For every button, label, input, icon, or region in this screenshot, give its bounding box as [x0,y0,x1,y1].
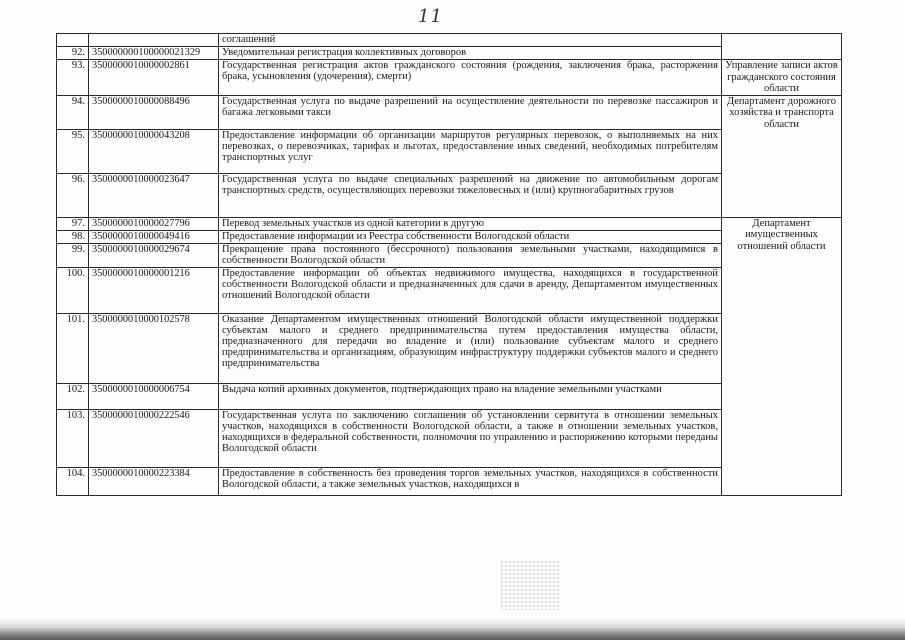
row-number: 104. [57,467,89,495]
service-code: 3500000010000049416 [89,230,219,243]
department-cell [722,60,842,96]
service-code: 3500000010000043208 [89,129,219,173]
service-name: Государственная услуга по выдаче разрешений на осуществление деятельности по перевозке пассажиров и багажа легковыми такси [219,95,722,129]
row-number: 103. [57,409,89,467]
service-name: Уведомительная регистрация коллективных договоров [219,47,722,60]
services-table [56,33,842,496]
row-number: 94. [57,95,89,129]
service-code: 3500000010000023647 [89,173,219,217]
row-number: 93. [57,60,89,96]
row-number [57,34,89,47]
service-code: 3500000010000223384 [89,467,219,495]
table-row [57,95,842,129]
service-name: Предоставление информации об объектах недвижимого имущества, находящихся в государственной собственности Вологодской области и предназначенных для сдачи в аренду, Департаментом имущественных отношений Вологодской области [219,267,722,313]
row-number: 98. [57,230,89,243]
service-code: 3500000010000088496 [89,95,219,129]
service-code: 3500000010000001216 [89,267,219,313]
service-name: Выдача копий архивных документов, подтверждающих право на владение земельными участками [219,383,722,409]
service-name: Предоставление информации из Реестра собственности Вологодской области [219,230,722,243]
service-name: Предоставление информации об организации маршрутов регулярных перевозок, о выполняемых на них перевозках, о перевозчиках, тарифах и льготах, предоставление иных сведений, необходимых потребителям транспортных услуг [219,129,722,173]
row-number: 96. [57,173,89,217]
row-number: 102. [57,383,89,409]
table-row [57,34,842,47]
department-cell [722,95,842,217]
department-road: Департамент дорожного хозяйства и транспорта области [726,95,837,130]
table-row [57,217,842,230]
service-name: Предоставление в собственность без проведения торгов земельных участков, находящихся в собственности Вологодской области, а также земельных участков, находящихся в [219,467,722,495]
row-number: 95. [57,129,89,173]
scan-edge-streak [0,618,905,640]
table-row [57,60,842,96]
service-code [89,34,219,47]
service-name: соглашений [219,34,722,47]
service-name: Государственная услуга по заключению соглашения об установлении сервитута в отношении земельных участков, находящихся в собственности Вологодской области, а также в отношении земельных участков, находящихся в федеральной собственности, полномочия по управлению и распоряжению которыми переданы Вологодской области [219,409,722,467]
department-cell [722,34,842,60]
scan-noise [500,560,560,610]
service-code: 3500000010000029674 [89,243,219,267]
service-code: 3500000010000222546 [89,409,219,467]
service-code: 3500000010000006754 [89,383,219,409]
department-cell [722,217,842,495]
row-number: 92. [57,47,89,60]
row-number: 101. [57,313,89,383]
page-number: 11 [418,6,443,27]
department-property: Департамент имущественных отношений области [737,217,826,252]
department-zags: Управление записи актов гражданского состояния области [725,60,838,94]
row-number: 97. [57,217,89,230]
service-code: 350000000100000021329 [89,47,219,60]
row-number: 99. [57,243,89,267]
service-code: 3500000010000002861 [89,60,219,96]
service-name: Оказание Департаментом имущественных отношений Вологодской области имущественной поддержки субъектам малого и среднего предпринимательства путем предоставления имущества области, предназначенного для передачи во владение и (или) пользование субъектам малого и среднего предпринимательства и организациям, образующим инфраструктуру поддержки субъектов малого и среднего предпринимательства [219,313,722,383]
service-code: 3500000010000102578 [89,313,219,383]
service-name: Прекращение права постоянного (бессрочного) пользования земельными участками, находящимися в собственности Вологодской области [219,243,722,267]
service-code: 3500000010000027796 [89,217,219,230]
service-name: Перевод земельных участков из одной категории в другую [219,217,722,230]
row-number: 100. [57,267,89,313]
service-name: Государственная регистрация актов гражданского состояния (рождения, заключения брака, расторжения брака, усыновления (удочерения), смерти) [219,60,722,96]
service-name: Государственная услуга по выдаче специальных разрешений на движение по автомобильным дорогам транспортных средств, осуществляющих перевозки тяжеловесных и (или) крупногабаритных грузов [219,173,722,217]
